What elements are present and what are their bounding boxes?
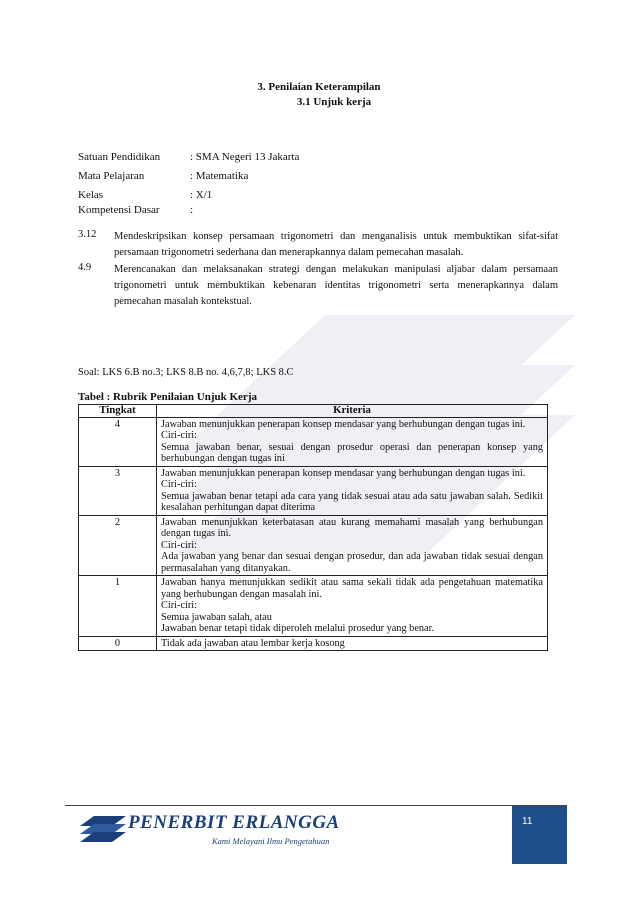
level-cell: 2 [79,515,157,576]
criteria-line: Ada jawaban yang benar dan sesuai dengan prosedur, dan ada jawaban tidak sesuai dengan permasalahan yang ditanyakan. [161,551,543,574]
rubric-table [78,404,548,651]
kompetensi-number: 3.12 [78,229,97,240]
criteria-line: Ciri-ciri: [161,430,198,441]
table-row [79,515,548,576]
level-cell: 1 [79,576,157,637]
criteria-line: Ciri-ciri: [161,539,198,551]
kompetensi-item [78,262,558,310]
criteria-line: Jawaban menunjukkan keterbatasan atau kurang memahami masalah yang berhubungan dengan tugas ini. [161,516,543,539]
info-row [78,204,193,216]
kompetensi-text: Merencanakan dan melaksanakan strategi dengan melakukan manipulasi aljabar dalam persamaan trigonometri untuk membuktikan kebenaran identitas trigonometri serta menerapkannya dalam pemecahan masalah kontekstual. [114,264,558,307]
info-value: : SMA Negeri 13 Jakarta [190,151,300,163]
info-row [78,151,299,163]
criteria-cell [157,636,548,651]
info-label: Satuan Pendidikan [78,151,161,163]
criteria-line: Jawaban menunjukkan penerapan konsep mendasar yang berhubungan dengan tugas ini. [161,467,526,479]
section-subtitle: 3.1 Unjuk kerja [296,96,372,108]
section-title: 3. Penilaian Keterampilan [257,81,381,93]
criteria-cell [157,417,548,466]
column-header-tingkat: Tingkat [79,405,157,418]
info-label: Mata Pelajaran [78,170,145,182]
column-header-kriteria: Kriteria [157,405,548,418]
page-number-box [512,806,567,864]
criteria-line: Semua jawaban benar, sesuai dengan prosedur operasi dan penerapan konsep yang berhubungan dengan tugas ini [161,441,543,464]
criteria-line: Jawaban menunjukkan penerapan konsep mendasar yang berhubungan dengan tugas ini. [161,418,526,430]
page-number: 11 [522,816,533,827]
publisher-tagline: Kami Melayani Ilmu Pengetahuan [212,836,330,846]
soal-reference: Soal: LKS 6.B no.3; LKS 8.B no. 4,6,7,8; LKS 8.C [78,367,294,378]
criteria-cell [157,576,548,637]
info-row [78,170,248,182]
criteria-line: Tidak ada jawaban atau lembar kerja kosong [161,637,345,649]
criteria-cell [157,515,548,576]
kompetensi-number: 4.9 [78,262,92,273]
criteria-line: Jawaban hanya menunjukkan sedikit atau sama sekali tidak ada pengetahuan matematika yang berhubungan dengan masalah ini. [161,577,543,600]
info-value: : [190,204,194,216]
criteria-line: Semua jawaban salah, atau [161,611,272,623]
kompetensi-item [78,229,558,261]
table-row [79,466,548,515]
info-value: : X/1 [190,189,213,201]
level-cell: 0 [79,636,157,651]
table-row [79,636,548,651]
criteria-line: Semua jawaban benar tetapi ada cara yang tidak sesuai atau ada satu jawaban salah. Sedikit kesalahan perhitungan dapat diterima [161,490,543,513]
criteria-line: Jawaban benar tetapi tidak diperoleh melalui prosedur yang benar. [161,623,435,634]
table-row [79,576,548,637]
kompetensi-text: Mendeskripsikan konsep persamaan trigonometri dan menganalisis untuk membuktikan sifat-sifat persamaan trigonometri sederhana dan menerapkannya dalam pemecahan masalah. [114,231,558,258]
info-value: : Matematika [190,170,249,182]
level-cell: 4 [79,417,157,466]
level-cell: 3 [79,466,157,515]
info-label: Kelas [78,189,104,201]
table-row [79,417,548,466]
erlangga-logo-icon [78,812,128,848]
table-title: Tabel : Rubrik Penilaian Unjuk Kerja [78,391,257,403]
info-label: Kompetensi Dasar [78,204,160,216]
publisher-name: PENERBIT ERLANGGA [128,812,340,833]
criteria-line: Ciri-ciri: [161,479,198,490]
criteria-cell [157,466,548,515]
info-row [78,189,212,201]
footer-divider [65,805,567,806]
criteria-line: Ciri-ciri: [161,600,198,611]
